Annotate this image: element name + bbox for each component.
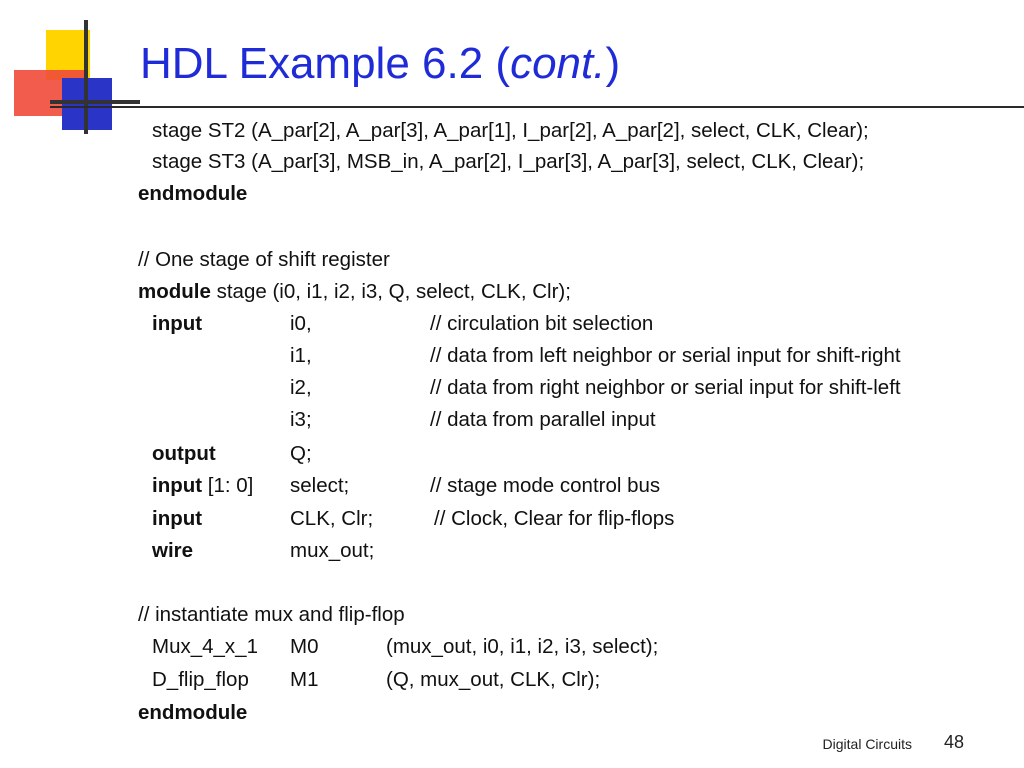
port-clk-clr: CLK, Clr;: [290, 507, 374, 530]
title-italic: cont.: [510, 39, 606, 88]
code-line-endmodule-2: endmodule: [138, 701, 248, 724]
select-range: [1: 0]: [202, 474, 254, 497]
comment-i3: // data from parallel input: [430, 408, 656, 431]
code-listing: [138, 112, 1018, 732]
title-main: HDL Example 6.2 (: [140, 39, 511, 88]
code-comment-instantiate: // instantiate mux and flip-flop: [138, 603, 405, 626]
comment-i2: // data from right neighbor or serial input for shift-left: [430, 376, 901, 399]
code-line-select-decl: [152, 473, 253, 499]
dff-ports: (Q, mux_out, CLK, Clr);: [386, 668, 601, 691]
keyword-input-3: input: [152, 507, 203, 530]
keyword-input-2: input: [152, 474, 203, 497]
code-line-module-decl: [138, 279, 571, 305]
mux-instance-name: M0: [290, 635, 319, 658]
dff-type: D_flip_flop: [152, 668, 249, 691]
slide-logo-decoration: [0, 0, 150, 140]
port-i2: i2,: [290, 376, 312, 399]
title-end: ): [605, 39, 621, 88]
module-signature: stage (i0, i1, i2, i3, Q, select, CLK, Clr);: [210, 280, 571, 303]
mux-type: Mux_4_x_1: [152, 635, 258, 658]
comment-i1: // data from left neighbor or serial input for shift-right: [430, 344, 901, 367]
port-select: select;: [290, 474, 350, 497]
footer-course-label: Digital Circuits: [822, 736, 912, 752]
keyword-module: module: [138, 280, 211, 303]
code-comment-one-stage: // One stage of shift register: [138, 248, 390, 271]
keyword-input-1: input: [152, 312, 203, 335]
dff-instance-name: M1: [290, 668, 319, 691]
keyword-output: output: [152, 442, 216, 465]
slide-title: [140, 38, 620, 90]
port-q: Q;: [290, 442, 312, 465]
code-line-stage-st3: stage ST3 (A_par[3], MSB_in, A_par[2], I_par[3], A_par[3], select, CLK, Clear);: [152, 150, 865, 173]
comment-clk-clr: // Clock, Clear for flip-flops: [434, 507, 675, 530]
port-i3: i3;: [290, 408, 312, 431]
slide-number: 48: [943, 732, 964, 752]
comment-i0: // circulation bit selection: [430, 312, 654, 335]
comment-select: // stage mode control bus: [430, 474, 661, 497]
port-i0: i0,: [290, 312, 312, 335]
keyword-wire: wire: [152, 539, 194, 562]
code-line-stage-st2: stage ST2 (A_par[2], A_par[3], A_par[1], I_par[2], A_par[2], select, CLK, Clear);: [152, 119, 869, 142]
port-i1: i1,: [290, 344, 312, 367]
wire-mux-out: mux_out;: [290, 539, 375, 562]
code-line-endmodule-1: endmodule: [138, 182, 248, 205]
title-divider: [50, 106, 1024, 108]
mux-ports: (mux_out, i0, i1, i2, i3, select);: [386, 635, 659, 658]
